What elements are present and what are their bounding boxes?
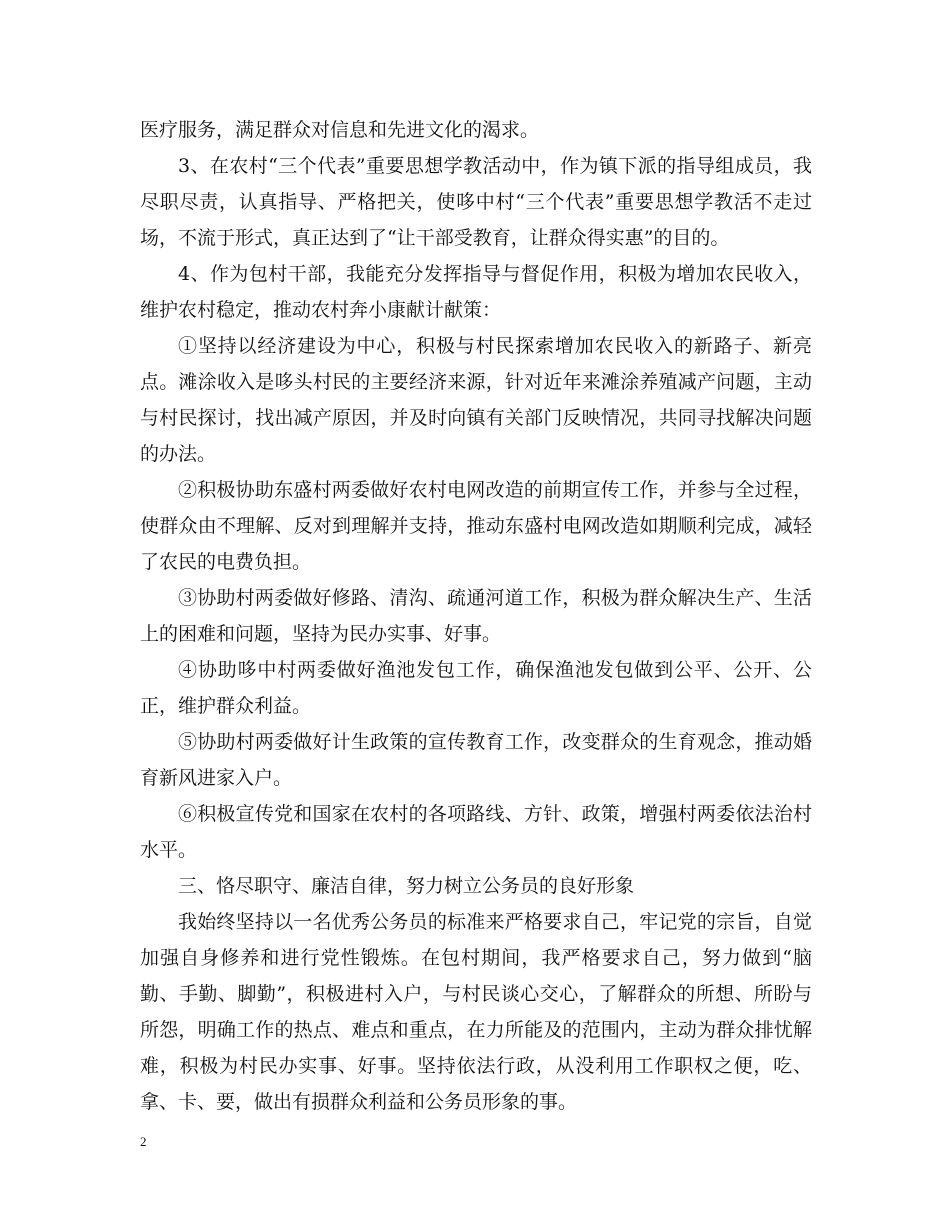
document-body xyxy=(140,112,812,1120)
section-heading: 三、恪尽职守、廉洁自律，努力树立公务员的良好形象 xyxy=(178,875,635,897)
paragraph-1: 医疗服务，满足群众对信息和先进文化的渴求。 xyxy=(140,119,540,141)
paragraph-3: 4、作为包村干部，我能充分发挥指导与督促作用，积极为增加农民收入，维护农村稳定，推动农村奔小康献计献策： xyxy=(140,263,812,321)
page-number: 2 xyxy=(140,1134,147,1149)
paragraph-9: ⑥积极宣传党和国家在农村的各项路线、方针、政策，增强村两委依法治村水平。 xyxy=(140,803,812,861)
paragraph-11: 我始终坚持以一名优秀公务员的标准来严格要求自己，牢记党的宗旨，自觉加强自身修养和进行党性锻炼。在包村期间，我严格要求自己，努力做到“脑勤、手勤、脚勤”，积极进村入户，与村民谈心交心，了解群众的所想、所盼与所怨，明确工作的热点、难点和重点，在力所能及的范围内，主动为群众排忧解难，积极为村民办实事、好事。坚持依法行政，从没利用工作职权之便，吃、拿、卡、要，做出有损群众利益和公务员形象的事。 xyxy=(140,911,812,1113)
paragraph-7: ④协助哆中村两委做好渔池发包工作，确保渔池发包做到公平、公开、公正，维护群众利益。 xyxy=(140,659,812,717)
paragraph-5: ②积极协助东盛村两委做好农村电网改造的前期宣传工作，并参与全过程，使群众由不理解、反对到理解并支持，推动东盛村电网改造如期顺利完成，减轻了农民的电费负担。 xyxy=(140,479,812,573)
paragraph-8: ⑤协助村两委做好计生政策的宣传教育工作，改变群众的生育观念，推动婚育新风进家入户。 xyxy=(140,731,812,789)
paragraph-6: ③协助村两委做好修路、清沟、疏通河道工作，积极为群众解决生产、生活上的困难和问题，坚持为民办实事、好事。 xyxy=(140,587,812,645)
paragraph-4: ①坚持以经济建设为中心，积极与村民探索增加农民收入的新路子、新亮点。滩涂收入是哆头村民的主要经济来源，针对近年来滩涂养殖减产问题，主动与村民探讨，找出减产原因，并及时向镇有关部门反映情况，共同寻找解决问题的办法。 xyxy=(140,335,812,465)
paragraph-2: 3、在农村“三个代表”重要思想学教活动中，作为镇下派的指导组成员，我尽职尽责，认真指导、严格把关，使哆中村“三个代表”重要思想学教活不走过场，不流于形式，真正达到了“让干部受教育，让群众得实惠”的目的。 xyxy=(140,155,812,249)
